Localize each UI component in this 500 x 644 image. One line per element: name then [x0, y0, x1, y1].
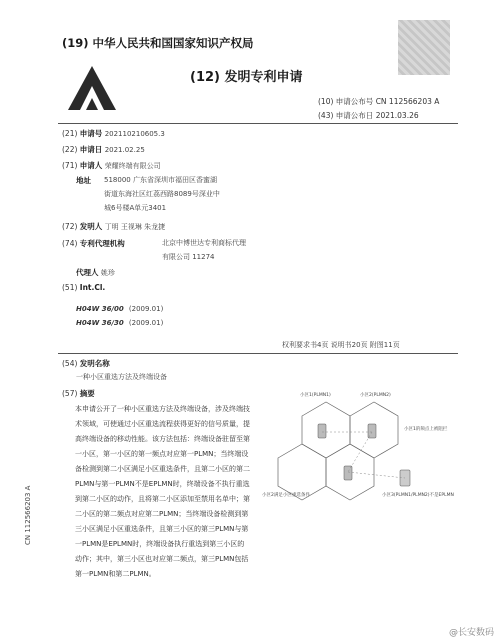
invention-title: 一种小区重选方法及终端设备 [76, 373, 167, 381]
pub-date-value: 2021.03.26 [375, 111, 419, 120]
abstract-label: 摘要 [79, 389, 95, 398]
agency-code: (74) [62, 239, 78, 248]
address-line-2: 街道东海社区红荔西路8089号深业中 [104, 190, 220, 198]
abstract-heading [62, 388, 95, 399]
type-label: 发明专利申请 [224, 70, 303, 85]
cnipa-logo-icon [62, 60, 122, 115]
diagram-label-blocked: 小区1的频点上被阻拦 [404, 427, 448, 432]
intcl-label: Int.Cl. [79, 283, 106, 292]
watermark-text: @长安数码 [448, 628, 494, 638]
abstract-code: (57) [62, 389, 78, 398]
app-date-label: 申请日 [79, 145, 103, 154]
int-cl [62, 283, 105, 292]
diagram-label-cell1: 小区1(PLMN1) [300, 393, 331, 398]
inventor-label: 发明人 [79, 222, 103, 231]
class-year: (2009.01) [128, 305, 164, 313]
title-code: (54) [62, 359, 78, 368]
agency-line-1: 北京中博世达专利商标代理 [162, 239, 246, 247]
diagram-label-condition: 小区2满足小区重选条件 [262, 493, 310, 498]
inventor-value: 丁明 王视琳 朱龙捷 [104, 223, 166, 231]
pub-date-label: 申请公布日 [335, 111, 374, 120]
applicant-code: (71) [62, 161, 78, 170]
header-divider [58, 123, 458, 124]
document-type [190, 66, 303, 85]
abstract-text: 本申请公开了一种小区重选方法及终端设备，涉及终端技术领域，可使通过小区重选流程获得更好的信号质量，提高终端设备的移动性能。该方法包括：终端设备驻留至第一小区，第一小区的第一频点对应第一PLMN；当终端设备检测到第二小区满足小区重选条件，且第二小区的第二PLMN与第一PLMN不是EPLMN时，终端设备不执行重选到第二小区的动作，且将第二小区添加至禁用名单中；第二小区的第二频点对应第二PLMN；当终端设备检测到第三小区满足小区重选条件，且第三小区的第三PLMN与第一PLMN是EPLMN时，终端设备执行重选到第三小区的动作；其中，第三小区也对应第二频点，第三PLMN包括第一PLMN和第二PLMN。 [75, 405, 250, 578]
office-code: (19) [62, 36, 89, 50]
agency-line-2: 有限公司 11274 [162, 253, 215, 261]
pub-number-code: (10) [318, 97, 334, 106]
class-year: (2009.01) [128, 319, 164, 327]
office-label: 中华人民共和国国家知识产权局 [92, 36, 254, 50]
diagram-label-cell2: 小区2(PLMN2) [360, 393, 391, 398]
app-date-code: (22) [62, 145, 78, 154]
inventors [62, 221, 165, 232]
intcl-code: (51) [62, 283, 78, 292]
abstract-figure [260, 388, 460, 518]
address-line-3: 城6号楼A单元3401 [104, 204, 167, 212]
cell-hexagon-diagram [260, 388, 460, 518]
side-publication-number: CN 112566203 A [24, 485, 32, 545]
app-no-code: (21) [62, 129, 78, 138]
app-no-label: 申请号 [79, 129, 103, 138]
publication-date [318, 110, 419, 121]
pub-number-label: 申请公布号 [335, 97, 374, 106]
invention-title-heading [62, 358, 110, 369]
agent-label: 代理人 [76, 268, 99, 277]
app-date-value: 2021.02.25 [104, 146, 145, 154]
type-code: (12) [190, 70, 220, 85]
pub-number-value: CN 112566203 A [375, 97, 440, 106]
classification-2 [76, 310, 163, 329]
class-code: H04W 36/30 [76, 319, 124, 327]
class-code: H04W 36/00 [76, 305, 124, 313]
title-label: 发明名称 [79, 359, 110, 368]
application-date [62, 144, 145, 155]
publication-number [318, 96, 439, 107]
address-line-1: 518000 广东省深圳市福田区香蜜湖 [104, 176, 217, 184]
diagram-label-cell3: 小区3(PLMN1/PLMN2)不是EPLMN [382, 493, 454, 498]
agency [62, 238, 125, 249]
body-divider [58, 353, 458, 354]
applicant-value: 荣耀终端有限公司 [104, 162, 161, 170]
applicant [62, 160, 161, 171]
agent [76, 267, 115, 278]
office-name [62, 35, 254, 51]
application-number [62, 128, 165, 139]
inventor-code: (72) [62, 222, 78, 231]
pub-date-code: (43) [318, 111, 334, 120]
applicant-label: 申请人 [79, 161, 103, 170]
app-no-value: 202110210605.3 [104, 130, 165, 138]
agent-value: 姚珍 [100, 269, 115, 277]
pages-note: 权利要求书4页 说明书20页 附图11页 [282, 341, 400, 349]
agency-label: 专利代理机构 [79, 239, 125, 248]
address-label: 地址 [76, 176, 91, 185]
barcode-image [398, 20, 450, 75]
